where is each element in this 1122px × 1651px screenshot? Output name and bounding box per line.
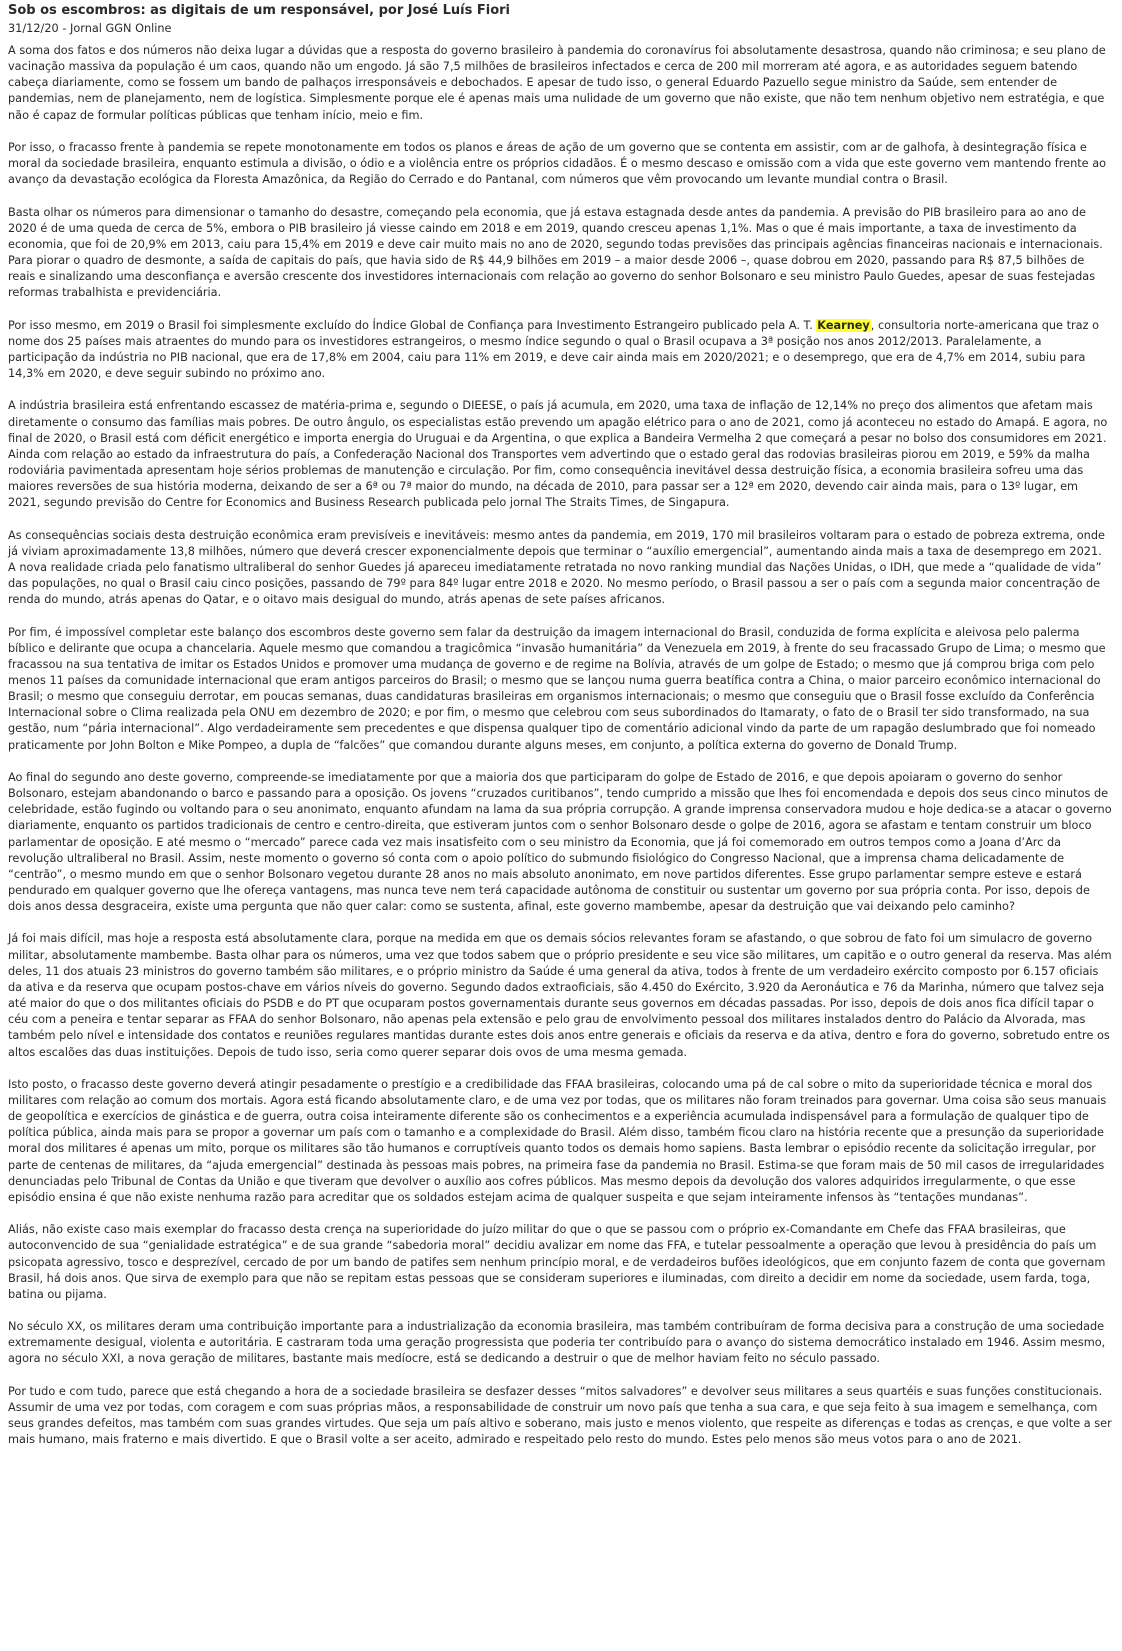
paragraph-3: Basta olhar os números para dimensionar o tamanho do desastre, começando pela economia, que já estava estagnada desde antes da pandemia. A previsão do PIB brasileiro para ao ano de 2020 é de uma queda de cerca de 5%, embora o PIB brasileiro já viesse caindo em 2018 e em 2019, quando cresceu apenas 1,1%. Mas o que é mais importante, a taxa de investimento da economia, que foi de 20,9% em 2013, caiu para 15,4% em 2019 e deve cair muito mais no ano de 2020, segundo todas previsões das principais agências financeiras nacionais e internacionais. Para piorar o quadro de desmonte, a saída de capitais do país, que havia sido de R$ 44,9 bilhões em 2019 – a maior desde 2006 –, quase dobrou em 2020, passando para R$ 87,5 bilhões de reais e sinalizando uma desconfiança e aversão crescente dos investidores internacionais com relação ao governo do senhor Bolsonaro e seu ministro Paulo Guedes, apesar de suas festejadas reformas trabalhista e previdenciária.	[8, 205, 1103, 300]
highlighted-term: Kearney	[817, 318, 870, 332]
article-title: Sob os escombros: as digitais de um responsável, por José Luís Fiori	[8, 3, 511, 18]
article-source: Jornal GGN Online	[70, 22, 172, 35]
article-meta: 31/12/20 - Jornal GGN Online	[8, 22, 172, 35]
paragraph-8: Ao final do segundo ano deste governo, compreende-se imediatamente por que a maioria dos que participaram do golpe de Estado de 2016, e que depois apoiaram o governo do senhor Bolsonaro, estejam abandonando o barco e passando para a oposição. Os jovens “cruzados curitibanos”, tendo cumprido a missão que lhes foi encomendada e depois dos seus cinco minutos de celebridade, estão fugindo ou voltando para o seu anonimato, enquanto afundam na lama da sua própria corrupção. A grande imprensa conservadora mudou e hoje dedica-se a atacar o governo diariamente, enquanto os partidos tradicionais de centro e centro-direita, que estiveram juntos com o senhor Bolsonaro desde o golpe de 2016, agora se afastam e tentam construir um bloco parlamentar de oposição. E até mesmo o “mercado” parece cada vez mais insatisfeito com o seu ministro da Economia, que já foi comemorado em outros tempos como a Joana d’Arc da revolução ultraliberal no Brasil. Assim, neste momento o governo só conta com o apoio político do submundo fisiológico do Congresso Nacional, que a imprensa chama delicadamente de “centrão”, o mesmo mundo em que o senhor Bolsonaro vegetou durante 28 anos no mais absoluto anonimato, em nove partidos diferentes. Esse grupo parlamentar sempre esteve e estará pendurado em qualquer governo que lhe ofereça vantagens, mas nunca teve nem terá capacidade autônoma de constituir ou sustentar um governo por sua própria conta. Por isso, depois de dois anos dessa desgraceira, existe uma pergunta que não quer calar: como se sustenta, afinal, este governo mambembe, apesar da destruição que vai deixando pelo caminho?	[8, 770, 1112, 914]
paragraph-10: Isto posto, o fracasso deste governo deverá atingir pesadamente o prestígio e a credibilidade das FFAA brasileiras, colocando uma pá de cal sobre o mito da superioridade técnica e moral dos militares com relação ao comum dos mortais. Agora está ficando absolutamente claro, e de uma vez por todas, que os militares não foram treinados para governar. Uma coisa são seus manuais de geopolítica e exercícios de ginástica e de guerra, outra coisa inteiramente diferente são os conhecimentos e a experiência acumulada indispensável para a formulação de qualquer tipo de política pública, ainda mais para se propor a governar um país com o tamanho e a complexidade do Brasil. Além disso, também ficou claro na história recente que a presunção da superioridade moral dos militares é apenas um mito, porque os militares são tão humanos e corruptíveis quanto todos os demais homo sapiens. Basta lembrar o episódio recente da solicitação irregular, por parte de centenas de militares, da “ajuda emergencial” destinada às pessoas mais pobres, na primeira fase da pandemia no Brasil. Estima-se que foram mais de 50 mil casos de irregularidades denunciadas pelo Tribunal de Contas da União e que tiveram que devolver o auxílio aos cofres públicos. Mas mesmo depois da devolução dos valores adquiridos irregularmente, o que esse episódio ensina é que não existe nenhuma razão para acreditar que os soldados estejam acima de qualquer suspeita e que sejam inteiramente infensos às “tentações mundanas”.	[8, 1077, 1107, 1204]
paragraph-1: A soma dos fatos e dos números não deixa lugar a dúvidas que a resposta do governo brasileiro à pandemia do coronavírus foi absolutamente desastrosa, quando não criminosa; e seu plano de vacinação massiva da população é um caos, quando não um engodo. Já são 7,5 milhões de brasileiros infectados e cerca de 200 mil morreram até agora, e as autoridades seguem batendo cabeça diariamente, como se fossem um bando de palhaços irresponsáveis e debochados. E apesar de tudo isso, o general Eduardo Pazuello segue ministro da Saúde, sem entender de pandemias, nem de planejamento, nem de logística. Simplesmente porque ele é apenas mais uma nulidade de um governo que não existe, que não tem nenhum objetivo nem estratégia, e que não é capaz de formular políticas públicas que tenham início, meio e fim.	[8, 44, 1106, 122]
article	[8, 2, 1112, 1448]
paragraph-9: Já foi mais difícil, mas hoje a resposta está absolutamente clara, porque na medida em que os demais sócios relevantes foram se afastando, o que sobrou de fato foi um simulacro de governo militar, absolutamente mambembe. Basta olhar para os números, uma vez que todos sabem que o próprio presidente e seu vice são militares, um capitão e o outro general da reserva. Mas além deles, 11 dos atuais 23 ministros do governo também são militares, e o próprio ministro da Saúde é uma general da ativa, todos à frente de um verdadeiro exército composto por 6.157 oficiais da ativa e da reserva que ocupam postos-chave em vários níveis do governo. Segundo dados extraoficiais, são 4.450 do Exército, 3.920 da Aeronáutica e 76 da Marinha, número que talvez seja até maior do que o dos militantes oficiais do PSDB e do PT que ocuparam postos governamentais durante seus governos em décadas passadas. Por isso, depois de dois anos fica difícil tapar o céu com a peneira e tentar separar as FFAA do senhor Bolsonaro, não apenas pela extensão e pelo grau de envolvimento pessoal dos militares instalados dentro do Palácio da Alvorada, mas também pelo nível e intensidade dos contatos e reuniões regulares mantidas durante estes dois anos entre generais e oficiais da reserva e da ativa, dentro e fora do governo, sobretudo entre os altos escalões das duas instituições. Depois de tudo isso, seria como querer separar dois ovos de uma mesma gemada.	[8, 932, 1112, 1059]
paragraph-11: Aliás, não existe caso mais exemplar do fracasso desta crença na superioridade do juízo militar do que o que se passou com o próprio ex-Comandante em Chefe das FFAA brasileiras, que autoconvencido de sua “genialidade estratégica” e de sua grande “sabedoria moral” decidiu avalizar em nome das FFA, e tutelar pessoalmente a operação que levou à presidência do país um psicopata agressivo, tosco e desprezível, cercado de por um bando de patifes sem nenhum princípio moral, e de verdadeiros bufões ideológicos, que em conjunto fazem de conta que governam Brasil, há dois anos. Que sirva de exemplo para que não se repitam estas pessoas que se consideram superiores e iluminadas, com direito a decidir em nome da sociedade, usem farda, toga, batina ou pijama.	[8, 1223, 1106, 1301]
paragraph-4-start: Por isso mesmo, em 2019 o Brasil foi simplesmente excluído do Índice Global de Confiança para Investimento Estrangeiro publicado pela A. T.	[8, 318, 817, 332]
article-date: 31/12/20	[8, 22, 59, 35]
paragraph-6: As consequências sociais desta destruição econômica eram previsíveis e inevitáveis: mesmo antes da pandemia, em 2019, 170 mil brasileiros voltaram para o estado de pobreza extrema, onde já viviam aproximadamente 13,8 milhões, número que deverá crescer exponencialmente depois que terminar o “auxílio emergencial”, aumentando ainda mais a taxa de desemprego em 2021. A nova realidade criada pelo fanatismo ultraliberal do senhor Guedes já apareceu imediatamente retratada no novo ranking mundial das Nações Unidas, o IDH, que mede a “qualidade de vida” das populações, no qual o Brasil caiu cinco posições, passando de 79º para 84º lugar entre 2018 e 2020. No mesmo período, o Brasil passou a ser o país com a segunda maior concentração de renda do mundo, atrás apenas do Qatar, e o oitavo mais desigual do mundo, atrás apenas de sete países africanos.	[8, 528, 1105, 607]
paragraph-4-end: , consultoria norte-americana que traz o nome dos 25 países mais atraentes do mundo para os investidores estrangeiros, o mesmo índice segundo o qual o Brasil ocupava a 3ª posição nos anos 2012/2013. Paralelamente, a participação da indústria no PIB nacional, que era de 17,8% em 2004, caiu para 11% em 2019, e deve cair ainda mais em 2020/2021; e o desemprego, que era de 4,7% em 2014, subiu para 14,3% em 2020, e deve seguir subindo no próximo ano.	[8, 318, 1100, 381]
paragraph-4	[8, 318, 1112, 383]
paragraph-13: Por tudo e com tudo, parece que está chegando a hora de a sociedade brasileira se desfazer desses “mitos salvadores” e devolver seus militares a seus quartéis e suas funções constitucionais. Assumir de uma vez por todas, com coragem e com suas próprias mãos, a responsabilidade de construir um novo país que tenha a sua cara, e que seja feito à sua imagem e semelhança, com seus grandes defeitos, mas também com suas grandes virtudes. Que seja um país altivo e soberano, mais justo e menos violento, que respeite as diferenças e todas as crenças, e que volte a ser mais humano, mais fraterno e mais divertido. E que o Brasil volte a ser aceito, admirado e respeitado pelo resto do mundo. Estes pelo menos são meus votos para o ano de 2021.	[8, 1384, 1112, 1447]
paragraph-7: Por fim, é impossível completar este balanço dos escombros deste governo sem falar da destruição da imagem internacional do Brasil, conduzida de forma explícita e aleivosa pelo palerma bíblico e delirante que ocupa a chancelaria. Aquele mesmo que comandou a tragicômica “invasão humanitária” da Venezuela em 2019, à frente do seu fracassado Grupo de Lima; o mesmo que fracassou na sua tentativa de imitar os Estados Unidos e promover uma mudança de governo e de regime na Bolívia, através de um golpe de Estado; o mesmo que já comprou briga com pelo menos 11 países da comunidade internacional que eram antigos parceiros do Brasil; o mesmo que se lançou numa guerra beatífica contra a China, o maior parceiro econômico internacional do Brasil; o mesmo que conseguiu derrotar, em poucas semanas, duas candidaturas brasileiras em organismos internacionais; o mesmo que conseguiu que o Brasil fosse excluído da Conferência Internacional sobre o Clima realizada pela ONU em dezembro de 2020; e por fim, o mesmo que celebrou com seus subordinados do Itamaraty, o fato de o Brasil ter sido transformado, na sua gestão, num “pária internacional”. Algo verdadeiramente sem precedentes e que dispensa qualquer tipo de comentário adicional vindo da parte de um rapagão deslumbrado que foi nomeado praticamente por John Bolton e Mike Pompeo, a dupla de “falcões” que comandou durante alguns meses, em conjunto, a política externa do governo de Donald Trump.	[8, 625, 1106, 752]
paragraph-12: No século XX, os militares deram uma contribuição importante para a industrialização da economia brasileira, mas também contribuíram de forma decisiva para a construção de uma sociedade extremamente desigual, violenta e autoritária. E castraram toda uma geração progressista que poderia ter contribuído para o avanço do sistema democrático instalado em 1946. Assim mesmo, agora no século XXI, a nova geração de militares, bastante mais medíocre, está se dedicando a destruir o que de melhor haviam feito no século passado.	[8, 1320, 1106, 1366]
paragraph-5: A indústria brasileira está enfrentando escassez de matéria-prima e, segundo o DIEESE, o país já acumula, em 2020, uma taxa de inflação de 12,14% no preço dos alimentos que afetam mais diretamente o consumo das famílias mais pobres. De outro ângulo, os especialistas estão prevendo um apagão elétrico para o ano de 2021, como já aconteceu no estado do Amapá. E agora, no final de 2020, o Brasil está com déficit energético e importa energia do Uruguai e da Argentina, o que explica a Bandeira Vermelha 2 que começará a pesar no bolso dos consumidores em 2021. Ainda com relação ao estado da infraestrutura do país, a Confederação Nacional dos Transportes vem advertindo que o estado geral das rodovias brasileiras piorou em 2019, e 59% da malha rodoviária pavimentada apresentam hoje sérios problemas de manutenção e circulação. Por fim, como consequência inevitável dessa destruição física, a economia brasileira sofreu uma das maiores reversões de sua história moderna, deixando de ser a 6ª ou 7ª maior do mundo, na década de 2010, para passar ser a 12ª em 2020, devendo cair ainda mais, para o 13º lugar, em 2021, segundo previsão do Centre for Economics and Business Research publicada pelo jornal The Straits Times, de Singapura.	[8, 399, 1108, 510]
paragraph-2: Por isso, o fracasso frente à pandemia se repete monotonamente em todos os planos e áreas de ação de um governo que se contenta em assistir, com ar de galhofa, à desintegração física e moral da sociedade brasileira, enquanto estimula a divisão, o ódio e a violência entre os próprios cidadãos. É o mesmo descaso e omissão com a vida que este governo vem mantendo frente ao avanço da devastação ecológica da Floresta Amazônica, da Região do Cerrado e do Pantanal, com números que vêm provocando um levante mundial contra o Brasil.	[8, 140, 1107, 187]
